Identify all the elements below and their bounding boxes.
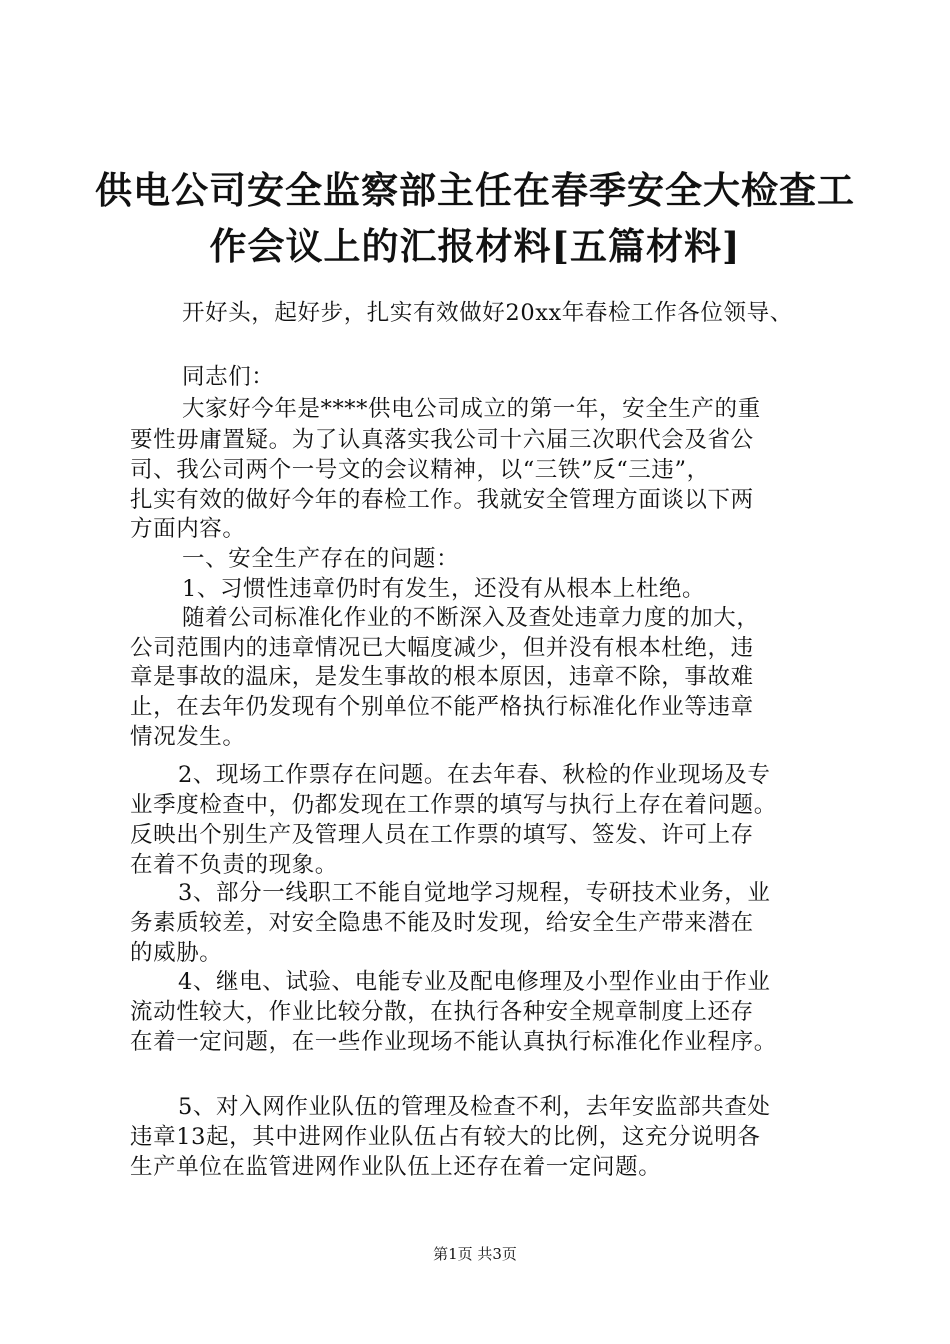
text-line: 5、对入网作业队伍的管理及检查不利，去年安监部共查处	[178, 1094, 771, 1120]
text-line: 3、部分一线职工不能自觉地学习规程，专研技术业务，业	[178, 880, 771, 906]
text-line: 在着不负责的现象。	[130, 852, 338, 878]
text-line: 公司范围内的违章情况已大幅度减少，但并没有根本杜绝，违	[130, 635, 754, 661]
text-line: 业季度检查中，仍都发现在工作票的填写与执行上存在着问题。	[130, 792, 777, 818]
text-line: 2、现场工作票存在问题。在去年春、秋检的作业现场及专	[178, 762, 771, 788]
text-line: 止，在去年仍发现有个别单位不能严格执行标准化作业等违章	[130, 694, 754, 720]
text-line: 1、习惯性违章仍时有发生，还没有从根本上杜绝。	[182, 576, 706, 602]
text-line: 务素质较差，对安全隐患不能及时发现，给安全生产带来潜在	[130, 910, 754, 936]
text-line: 随着公司标准化作业的不断深入及查处违章力度的加大，	[182, 605, 760, 631]
text-line: 在着一定问题，在一些作业现场不能认真执行标准化作业程序。	[130, 1029, 777, 1055]
text-line: 开好头，起好步，扎实有效做好20xx年春检工作各位领导、	[182, 300, 793, 326]
document-title-line-1: 供电公司安全监察部主任在春季安全大检查工	[95, 168, 855, 212]
text-line: 生产单位在监管进网作业队伍上还存在着一定问题。	[130, 1154, 662, 1180]
text-line: 情况发生。	[130, 724, 246, 750]
text-line: 流动性较大，作业比较分散，在执行各种安全规章制度上还存	[130, 999, 754, 1025]
text-line: 司、我公司两个一号文的会议精神，以“三铁”反“三违”，	[130, 457, 710, 483]
section-heading: 一、安全生产存在的问题：	[182, 546, 460, 572]
text-line: 大家好今年是****供电公司成立的第一年，安全生产的重	[182, 396, 761, 422]
document-title-line-2: 作会议上的汇报材料[五篇材料]	[209, 224, 741, 268]
text-line: 扎实有效的做好今年的春检工作。我就安全管理方面谈以下两	[130, 487, 754, 513]
text-line: 方面内容。	[130, 516, 246, 542]
text-line: 4、继电、试验、电能专业及配电修理及小型作业由于作业	[178, 969, 771, 995]
text-line: 同志们：	[182, 364, 275, 390]
text-line: 反映出个别生产及管理人员在工作票的填写、签发、许可上存	[130, 822, 754, 848]
text-line: 章是事故的温床，是发生事故的根本原因，违章不除，事故难	[130, 664, 754, 690]
text-line: 违章13起，其中进网作业队伍占有较大的比例，这充分说明各	[130, 1124, 761, 1150]
text-line: 的威胁。	[130, 940, 223, 966]
text-line: 要性毋庸置疑。为了认真落实我公司十六届三次职代会及省公	[130, 427, 754, 453]
page-number-footer: 第1页 共3页	[433, 1245, 517, 1263]
